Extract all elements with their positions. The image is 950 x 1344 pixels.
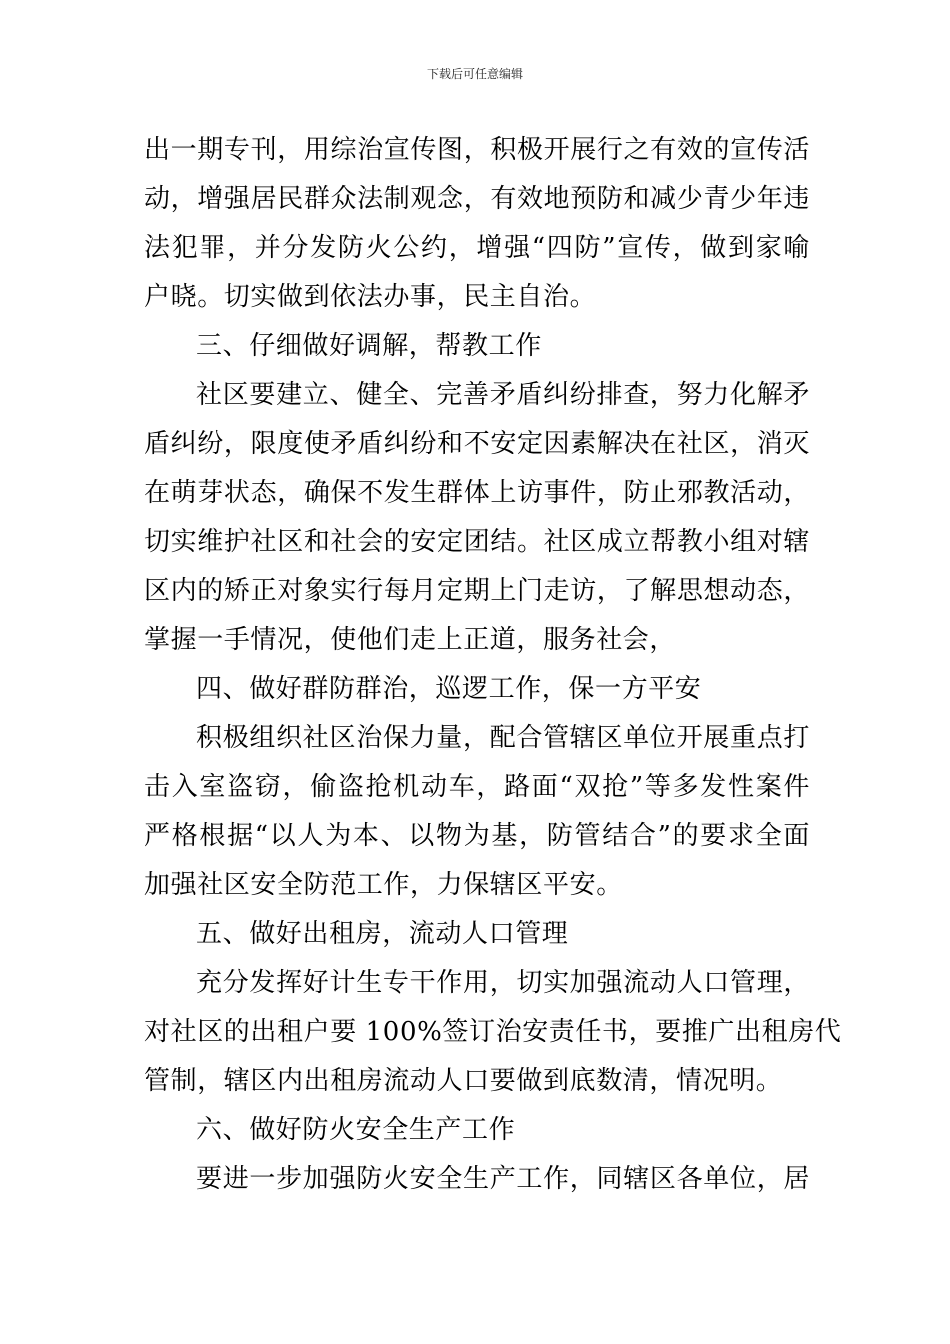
body-line: 加强社区安全防范工作，力保辖区平安。 <box>144 870 623 900</box>
body-line: 区内的矫正对象实行每月定期上门走访，了解思想动态， <box>144 576 810 606</box>
body-line: 切实维护社区和社会的安定团结。社区成立帮教小组对辖 <box>144 527 810 557</box>
body-line: 积极组织社区治保力量，配合管辖区单位开展重点打 <box>196 723 810 753</box>
body-line: 在萌芽状态，确保不发生群体上访事件，防止邪教活动， <box>144 478 810 508</box>
section-heading: 三、仔细做好调解，帮教工作 <box>196 331 542 361</box>
section-heading: 五、做好出租房，流动人口管理 <box>196 919 569 949</box>
body-line: 法犯罪，并分发防火公约，增强“四防”宣传，做到家喻 <box>144 233 810 263</box>
document-body <box>144 126 842 1204</box>
body-line: 社区要建立、健全、完善矛盾纠纷排查，努力化解矛 <box>196 380 810 410</box>
body-line: 管制，辖区内出租房流动人口要做到底数清，情况明。 <box>144 1066 783 1096</box>
body-line: 掌握一手情况，使他们走上正道，服务社会， <box>144 625 677 655</box>
body-line: 户晓。切实做到依法办事，民主自治。 <box>144 282 597 312</box>
body-line: 严格根据“以人为本、以物为基，防管结合”的要求全面 <box>144 821 810 851</box>
section-heading: 四、做好群防群治，巡逻工作，保一方平安 <box>196 674 702 704</box>
body-line: 出一期专刊，用综治宣传图，积极开展行之有效的宣传活 <box>144 135 810 165</box>
body-line: 要进一步加强防火安全生产工作，同辖区各单位，居 <box>196 1164 810 1194</box>
body-line: 击入室盗窃，偷盗抢机动车，路面“双抢”等多发性案件 <box>144 772 810 802</box>
body-line: 动，增强居民群众法制观念，有效地预防和减少青少年违 <box>144 184 810 214</box>
page-header-note: 下载后可任意编辑 <box>426 67 523 81</box>
body-line: 充分发挥好计生专干作用，切实加强流动人口管理， <box>196 968 810 998</box>
body-line: 盾纠纷，限度使矛盾纠纷和不安定因素解决在社区，消灭 <box>144 429 810 459</box>
section-heading: 六、做好防火安全生产工作 <box>196 1115 516 1145</box>
body-line: 对社区的出租户要 100%签订治安责任书，要推广出租房代 <box>144 1017 842 1047</box>
